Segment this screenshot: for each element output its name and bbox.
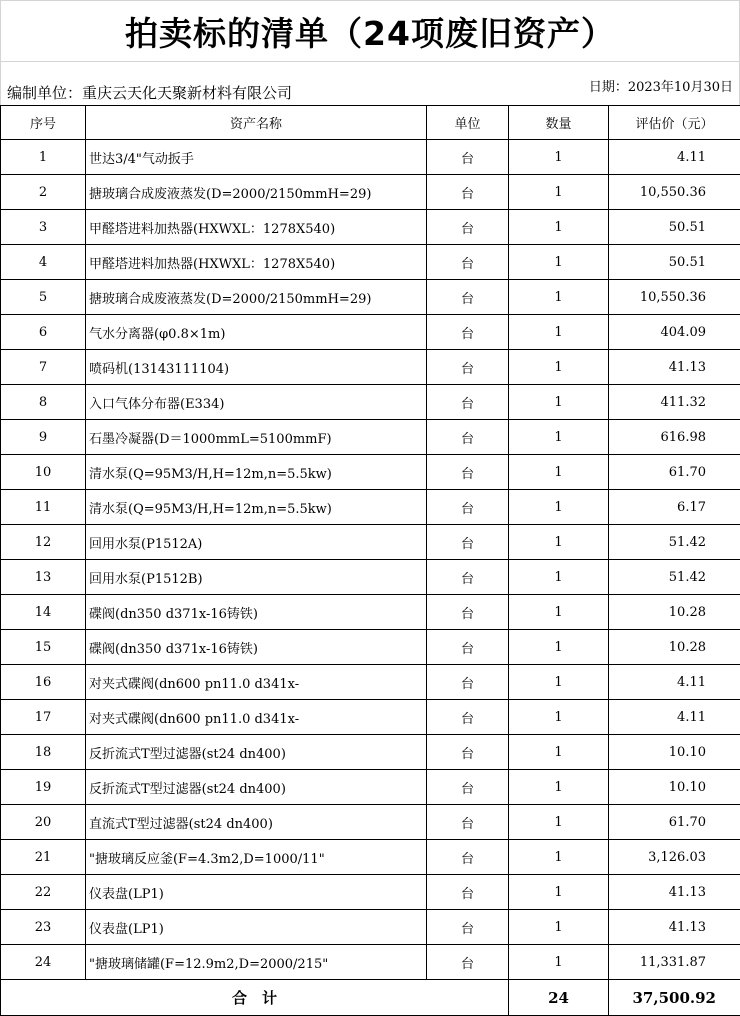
cell-no: 17 [1,700,86,735]
cell-asset-name: 碟阀(dn350 d371x-16铸铁) [86,630,427,665]
cell-price: 10.28 [609,595,740,630]
cell-asset-name: 对夹式碟阀(dn600 pn11.0 d341x- [86,665,427,700]
cell-unit: 台 [427,490,509,525]
cell-price: 10.28 [609,630,740,665]
cell-asset-name: 碟阀(dn350 d371x-16铸铁) [86,595,427,630]
cell-qty: 1 [509,245,609,280]
cell-no: 21 [1,840,86,875]
cell-qty: 1 [509,700,609,735]
col-header-name: 资产名称 [86,106,427,140]
cell-unit: 台 [427,665,509,700]
cell-no: 8 [1,385,86,420]
cell-no: 23 [1,910,86,945]
cell-asset-name: 气水分离器(φ0.8×1m) [86,315,427,350]
cell-no: 16 [1,665,86,700]
cell-qty: 1 [509,315,609,350]
cell-unit: 台 [427,140,509,175]
cell-no: 9 [1,420,86,455]
cell-qty: 1 [509,910,609,945]
cell-qty: 1 [509,840,609,875]
cell-asset-name: 搪玻璃合成废液蒸发(D=2000/2150mmH=29) [86,175,427,210]
table-row [1,490,740,525]
cell-no: 2 [1,175,86,210]
cell-price: 11,331.87 [609,945,740,980]
cell-price: 3,126.03 [609,840,740,875]
table-row [1,140,740,175]
cell-price: 51.42 [609,560,740,595]
cell-asset-name: 石墨冷凝器(D＝1000mmL=5100mmF) [86,420,427,455]
cell-price: 61.70 [609,455,740,490]
cell-price: 616.98 [609,420,740,455]
cell-no: 13 [1,560,86,595]
cell-asset-name: 甲醛塔进料加热器(HXWXL：1278X540) [86,210,427,245]
cell-asset-name: 清水泵(Q=95M3/H,H=12m,n=5.5kw) [86,455,427,490]
cell-no: 14 [1,595,86,630]
table-row [1,735,740,770]
cell-unit: 台 [427,840,509,875]
cell-price: 4.11 [609,700,740,735]
col-header-qty: 数量 [509,106,609,140]
cell-qty: 1 [509,665,609,700]
total-qty: 24 [509,980,609,1016]
total-price: 37,500.92 [609,980,740,1016]
cell-unit: 台 [427,385,509,420]
cell-qty: 1 [509,210,609,245]
cell-unit: 台 [427,420,509,455]
cell-price: 6.17 [609,490,740,525]
asset-table [0,105,740,1016]
cell-unit: 台 [427,455,509,490]
table-row [1,945,740,980]
cell-no: 4 [1,245,86,280]
cell-price: 10.10 [609,770,740,805]
cell-qty: 1 [509,770,609,805]
cell-no: 10 [1,455,86,490]
cell-qty: 1 [509,140,609,175]
cell-qty: 1 [509,420,609,455]
cell-unit: 台 [427,315,509,350]
cell-price: 41.13 [609,875,740,910]
cell-asset-name: 清水泵(Q=95M3/H,H=12m,n=5.5kw) [86,490,427,525]
cell-asset-name: 喷码机(13143111104) [86,350,427,385]
table-row [1,630,740,665]
table-row [1,875,740,910]
cell-qty: 1 [509,560,609,595]
table-row [1,210,740,245]
cell-unit: 台 [427,350,509,385]
table-row [1,560,740,595]
cell-asset-name: 仪表盘(LP1) [86,875,427,910]
cell-qty: 1 [509,945,609,980]
cell-price: 10,550.36 [609,280,740,315]
table-row [1,910,740,945]
org-label: 编制单位：重庆云天化天聚新材料有限公司 [7,82,292,103]
cell-qty: 1 [509,455,609,490]
cell-qty: 1 [509,280,609,315]
total-row [1,980,740,1016]
cell-unit: 台 [427,630,509,665]
cell-unit: 台 [427,700,509,735]
cell-unit: 台 [427,210,509,245]
cell-unit: 台 [427,910,509,945]
table-row [1,700,740,735]
page-title: 拍卖标的清单（24项废旧资产） [0,0,740,62]
cell-no: 3 [1,210,86,245]
cell-no: 18 [1,735,86,770]
cell-no: 22 [1,875,86,910]
col-header-unit: 单位 [427,106,509,140]
cell-no: 19 [1,770,86,805]
cell-unit: 台 [427,595,509,630]
cell-asset-name: 反折流式T型过滤器(st24 dn400) [86,770,427,805]
cell-unit: 台 [427,875,509,910]
cell-price: 50.51 [609,245,740,280]
cell-price: 41.13 [609,910,740,945]
cell-no: 5 [1,280,86,315]
table-row [1,840,740,875]
col-header-price: 评估价（元） [609,106,740,140]
date-label: 日期：2023年10月30日 [589,76,733,95]
table-row [1,385,740,420]
cell-unit: 台 [427,525,509,560]
cell-no: 24 [1,945,86,980]
cell-price: 404.09 [609,315,740,350]
cell-price: 10,550.36 [609,175,740,210]
cell-qty: 1 [509,735,609,770]
cell-asset-name: 世达3/4"气动扳手 [86,140,427,175]
cell-unit: 台 [427,805,509,840]
cell-asset-name: 搪玻璃合成废液蒸发(D=2000/2150mmH=29) [86,280,427,315]
table-row [1,805,740,840]
cell-no: 20 [1,805,86,840]
cell-asset-name: "搪玻璃储罐(F=12.9m2,D=2000/215" [86,945,427,980]
cell-unit: 台 [427,175,509,210]
cell-unit: 台 [427,560,509,595]
table-row [1,350,740,385]
cell-qty: 1 [509,875,609,910]
cell-asset-name: 甲醛塔进料加热器(HXWXL：1278X540) [86,245,427,280]
table-header-row [1,106,740,140]
cell-qty: 1 [509,350,609,385]
table-row [1,455,740,490]
cell-qty: 1 [509,175,609,210]
cell-asset-name: 直流式T型过滤器(st24 dn400) [86,805,427,840]
col-header-no: 序号 [1,106,86,140]
cell-asset-name: 反折流式T型过滤器(st24 dn400) [86,735,427,770]
cell-asset-name: 仪表盘(LP1) [86,910,427,945]
cell-no: 7 [1,350,86,385]
cell-qty: 1 [509,385,609,420]
table-row [1,280,740,315]
cell-price: 10.10 [609,735,740,770]
table-row [1,595,740,630]
cell-qty: 1 [509,595,609,630]
cell-price: 41.13 [609,350,740,385]
cell-unit: 台 [427,735,509,770]
cell-qty: 1 [509,525,609,560]
cell-unit: 台 [427,245,509,280]
cell-qty: 1 [509,490,609,525]
cell-no: 12 [1,525,86,560]
table-row [1,175,740,210]
cell-qty: 1 [509,805,609,840]
cell-price: 4.11 [609,665,740,700]
cell-no: 1 [1,140,86,175]
cell-price: 411.32 [609,385,740,420]
table-row [1,525,740,560]
cell-asset-name: 对夹式碟阀(dn600 pn11.0 d341x- [86,700,427,735]
cell-asset-name: "搪玻璃反应釜(F=4.3m2,D=1000/11" [86,840,427,875]
cell-no: 15 [1,630,86,665]
table-row [1,770,740,805]
table-row [1,665,740,700]
table-row [1,245,740,280]
header-info [0,62,740,105]
cell-no: 6 [1,315,86,350]
table-row [1,420,740,455]
cell-price: 4.11 [609,140,740,175]
cell-asset-name: 回用水泵(P1512A) [86,525,427,560]
cell-unit: 台 [427,945,509,980]
cell-price: 61.70 [609,805,740,840]
cell-unit: 台 [427,280,509,315]
cell-price: 51.42 [609,525,740,560]
cell-no: 11 [1,490,86,525]
cell-asset-name: 入口气体分布器(E334) [86,385,427,420]
cell-unit: 台 [427,770,509,805]
cell-price: 50.51 [609,210,740,245]
cell-asset-name: 回用水泵(P1512B) [86,560,427,595]
table-row [1,315,740,350]
cell-qty: 1 [509,630,609,665]
total-label: 合 计 [1,980,509,1016]
